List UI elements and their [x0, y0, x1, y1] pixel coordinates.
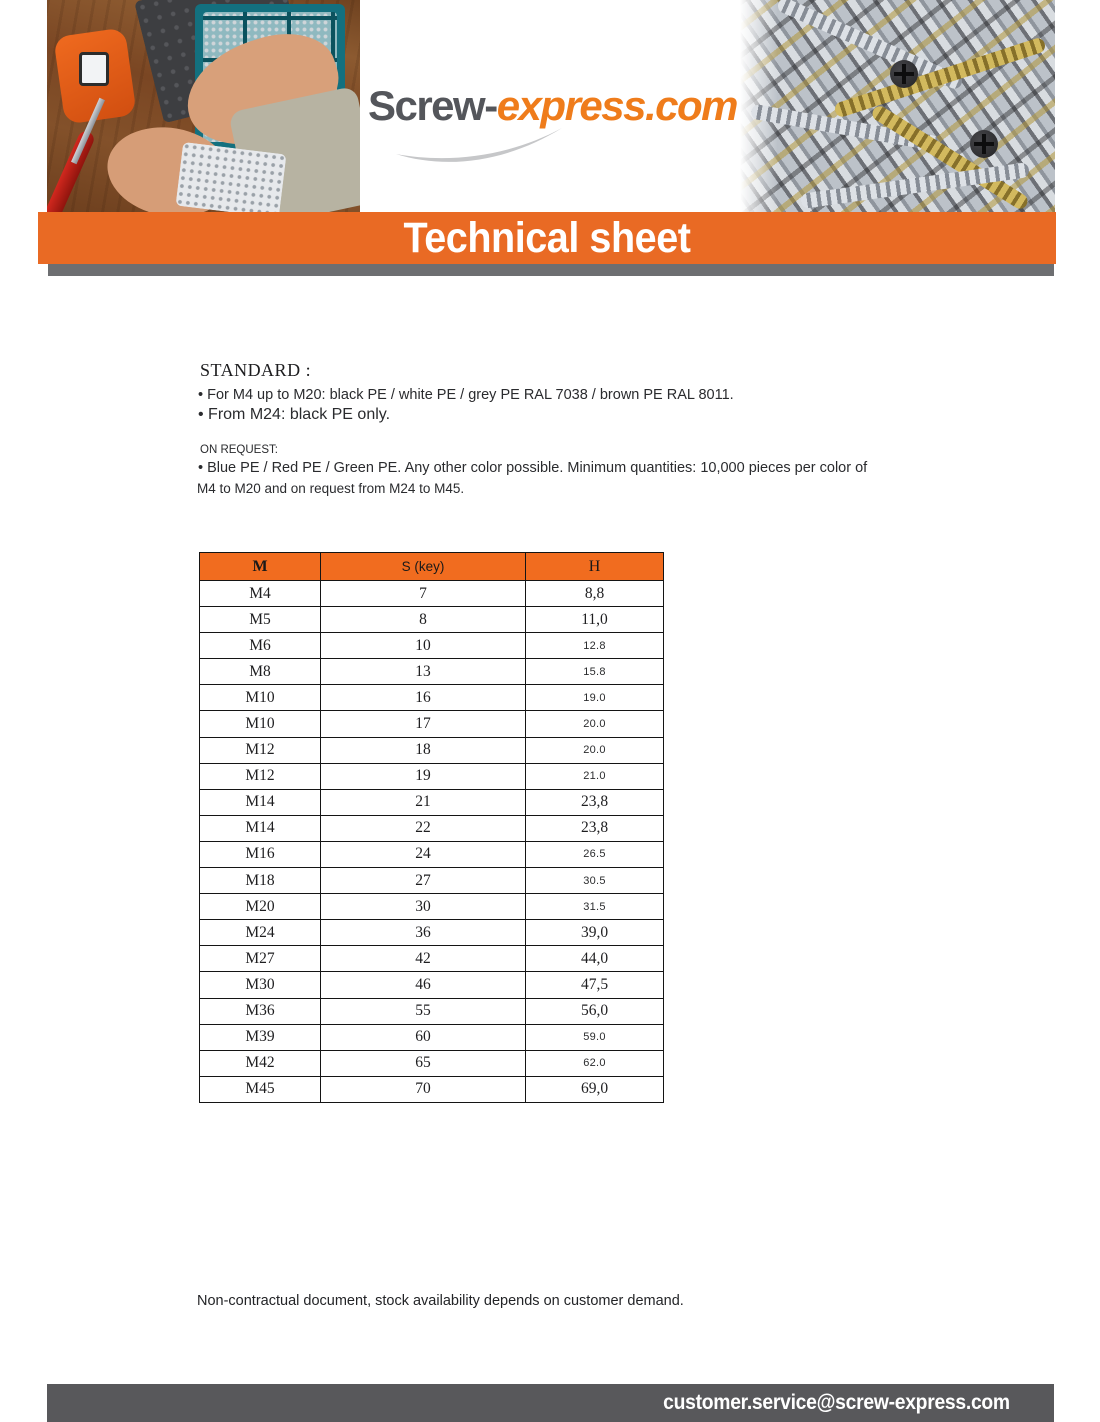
table-cell-m: M20 — [200, 894, 321, 920]
contact-bar — [47, 1384, 1054, 1422]
standard-heading: STANDARD : — [200, 360, 312, 380]
screw-pile-photo — [740, 0, 1055, 212]
table-cell-s: 13 — [321, 659, 526, 685]
on-request-heading: ON REQUEST: — [200, 444, 278, 456]
table-cell-h: 19.0 — [526, 685, 664, 711]
column-header-s-key: S (key) — [321, 553, 526, 581]
table-header-row — [200, 553, 664, 581]
table-cell-h: 26.5 — [526, 841, 664, 867]
table-cell-m: M10 — [200, 711, 321, 737]
column-header-m: M — [200, 553, 321, 581]
screw-tray-shape — [175, 142, 286, 212]
table-row — [200, 946, 664, 972]
table-row — [200, 841, 664, 867]
table-row — [200, 763, 664, 789]
table-cell-m: M14 — [200, 789, 321, 815]
table-cell-m: M18 — [200, 868, 321, 894]
column-header-h: H — [526, 553, 664, 581]
table-cell-m: M27 — [200, 946, 321, 972]
tape-measure-window-shape — [79, 52, 109, 86]
table-cell-s: 65 — [321, 1050, 526, 1076]
disclaimer-note: Non-contractual document, stock availability depends on customer demand. — [197, 1293, 684, 1309]
table-cell-m: M42 — [200, 1050, 321, 1076]
table-cell-s: 19 — [321, 763, 526, 789]
standard-bullet-1: • For M4 up to M20: black PE / white PE / grey PE RAL 7038 / brown PE RAL 8011. — [198, 387, 734, 403]
dimensions-table — [199, 552, 664, 1103]
table-row — [200, 633, 664, 659]
table-cell-h: 47,5 — [526, 972, 664, 998]
table-cell-s: 10 — [321, 633, 526, 659]
table-cell-h: 39,0 — [526, 920, 664, 946]
table-row — [200, 659, 664, 685]
table-cell-m: M36 — [200, 998, 321, 1024]
table-row — [200, 1050, 664, 1076]
table-body — [200, 581, 664, 1103]
table-cell-s: 42 — [321, 946, 526, 972]
table-cell-h: 15.8 — [526, 659, 664, 685]
table-cell-h: 8,8 — [526, 581, 664, 607]
table-cell-s: 27 — [321, 868, 526, 894]
table-cell-s: 46 — [321, 972, 526, 998]
screw-head-shape — [890, 60, 918, 88]
table-cell-m: M39 — [200, 1024, 321, 1050]
title-banner — [38, 212, 1056, 264]
table-cell-h: 23,8 — [526, 815, 664, 841]
table-cell-m: M24 — [200, 920, 321, 946]
table-cell-s: 55 — [321, 998, 526, 1024]
table-row — [200, 1076, 664, 1102]
table-row — [200, 607, 664, 633]
on-request-line-1: • Blue PE / Red PE / Green PE. Any other color possible. Minimum quantities: 10,000 pieces per color of — [198, 460, 868, 476]
table-cell-h: 44,0 — [526, 946, 664, 972]
table-cell-s: 8 — [321, 607, 526, 633]
table-cell-m: M16 — [200, 841, 321, 867]
table-cell-m: M45 — [200, 1076, 321, 1102]
workbench-photo — [47, 0, 360, 212]
table-cell-h: 21.0 — [526, 763, 664, 789]
table-cell-s: 22 — [321, 815, 526, 841]
table-row — [200, 972, 664, 998]
logo-part-screw: Screw- — [367, 82, 497, 129]
table-cell-h: 20.0 — [526, 711, 664, 737]
table-cell-s: 18 — [321, 737, 526, 763]
logo-swoosh-icon — [392, 124, 567, 164]
table-cell-h: 62.0 — [526, 1050, 664, 1076]
table-cell-h: 69,0 — [526, 1076, 664, 1102]
table-cell-h: 12.8 — [526, 633, 664, 659]
table-cell-s: 36 — [321, 920, 526, 946]
table-cell-m: M10 — [200, 685, 321, 711]
table-cell-h: 56,0 — [526, 998, 664, 1024]
table-cell-s: 70 — [321, 1076, 526, 1102]
table-cell-m: M14 — [200, 815, 321, 841]
table-cell-s: 21 — [321, 789, 526, 815]
table-cell-s: 60 — [321, 1024, 526, 1050]
logo-part-express: express.com — [496, 82, 738, 129]
table-row — [200, 685, 664, 711]
standard-bullet-2: • From M24: black PE only. — [198, 406, 391, 423]
table-cell-m: M12 — [200, 763, 321, 789]
table-row — [200, 581, 664, 607]
contact-email: customer.service@screw-express.com — [663, 1391, 1010, 1414]
table-cell-h: 59.0 — [526, 1024, 664, 1050]
table-cell-h: 30.5 — [526, 868, 664, 894]
table-cell-h: 31.5 — [526, 894, 664, 920]
table-row — [200, 711, 664, 737]
table-cell-h: 23,8 — [526, 789, 664, 815]
table-row — [200, 789, 664, 815]
page-title: Technical sheet — [403, 213, 691, 262]
table-cell-m: M8 — [200, 659, 321, 685]
table-cell-s: 24 — [321, 841, 526, 867]
table-cell-s: 7 — [321, 581, 526, 607]
screwdriver-handle-shape — [47, 129, 96, 212]
table-row — [200, 920, 664, 946]
table-cell-m: M30 — [200, 972, 321, 998]
table-row — [200, 894, 664, 920]
table-row — [200, 737, 664, 763]
logo-text — [360, 82, 745, 130]
table-row — [200, 998, 664, 1024]
table-cell-s: 16 — [321, 685, 526, 711]
table-cell-h: 11,0 — [526, 607, 664, 633]
table-row — [200, 815, 664, 841]
on-request-line-2: M4 to M20 and on request from M24 to M45. — [197, 481, 465, 496]
table-cell-m: M6 — [200, 633, 321, 659]
logo — [360, 0, 745, 212]
table-cell-m: M12 — [200, 737, 321, 763]
table-cell-s: 30 — [321, 894, 526, 920]
table-cell-m: M5 — [200, 607, 321, 633]
table-cell-s: 17 — [321, 711, 526, 737]
banner-underline-strip — [48, 264, 1054, 276]
table-row — [200, 868, 664, 894]
table-cell-h: 20.0 — [526, 737, 664, 763]
table-row — [200, 1024, 664, 1050]
table-cell-m: M4 — [200, 581, 321, 607]
screw-head-shape — [970, 130, 998, 158]
